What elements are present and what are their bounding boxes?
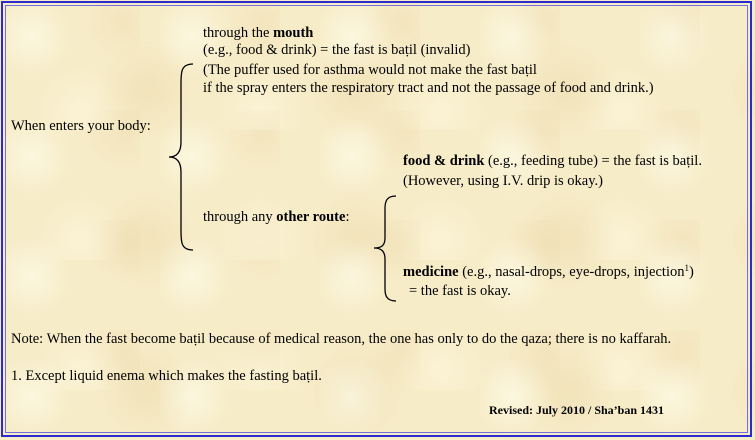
mouth-line3: (The puffer used for asthma would not make the fast baṭil bbox=[203, 62, 537, 78]
medicine-line2: = the fast is okay. bbox=[409, 283, 511, 299]
mouth-line4: if the spray enters the respiratory tract and not the passage of food and drink.) bbox=[203, 80, 654, 96]
food-line1: food & drink (e.g., feeding tube) = the fast is baṭil. bbox=[403, 153, 702, 169]
secondary-brace bbox=[368, 194, 404, 304]
note-text: Note: When the fast become baṭil because of medical reason, the one has only to do the qaza; there is no kaffarah. bbox=[11, 331, 672, 347]
food-line2: (However, using I.V. drip is okay.) bbox=[403, 173, 603, 189]
main-brace bbox=[163, 62, 203, 252]
mouth-line2: (e.g., food & drink) = the fast is baṭil (invalid) bbox=[203, 42, 471, 58]
footnote-text: 1. Except liquid enema which makes the fasting baṭil. bbox=[11, 368, 322, 384]
lead-label: When enters your body: bbox=[11, 118, 151, 134]
medicine-line1: medicine (e.g., nasal-drops, eye-drops, injection$^1$) bbox=[403, 263, 694, 280]
other-route-label: through any other route: bbox=[203, 209, 350, 225]
mouth-line1: through the mouth bbox=[203, 25, 314, 41]
revised-date: Revised: July 2010 / Sha’ban 1431 bbox=[489, 403, 665, 417]
